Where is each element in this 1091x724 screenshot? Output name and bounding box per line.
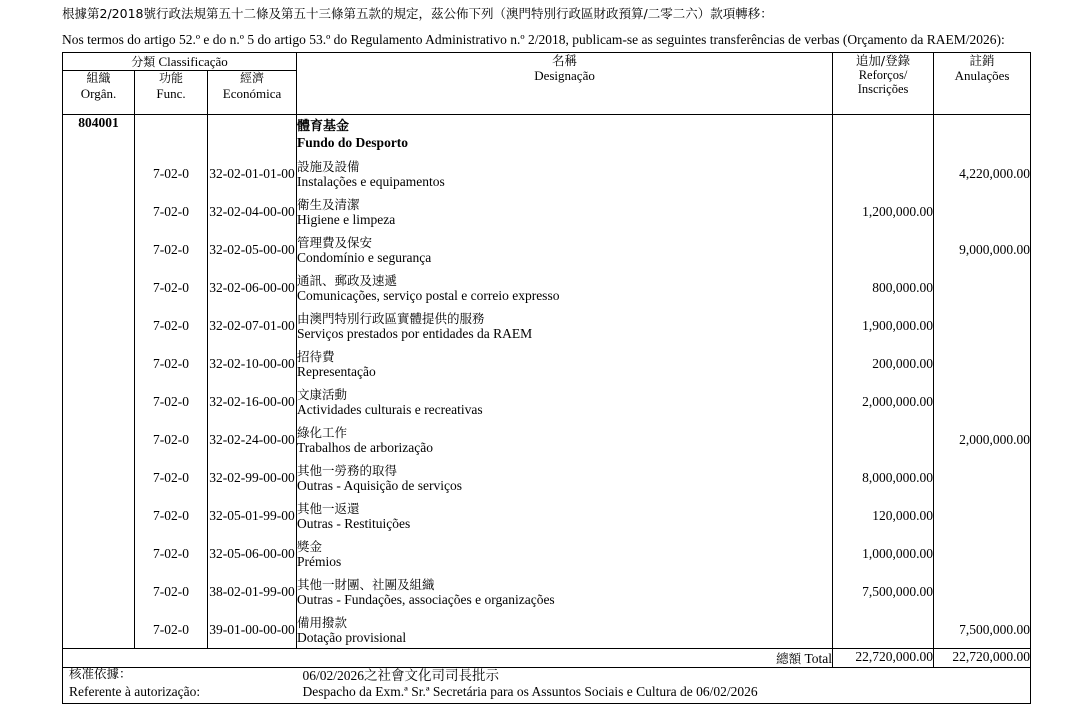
row-func: 7-02-0 — [135, 192, 208, 230]
row-designation-cn: 由澳門特別行政區實體提供的服務 — [297, 311, 485, 326]
header-reinforcements — [833, 53, 934, 115]
table-row — [63, 268, 1031, 306]
row-designation-pt: Prémios — [297, 554, 342, 569]
row-org-blank — [63, 268, 135, 306]
authorization-label-cn: 核准依據： — [63, 661, 297, 684]
row-reinforcement — [833, 230, 934, 268]
row-annulment — [934, 496, 1031, 534]
header-functional — [135, 71, 208, 115]
row-org-blank — [63, 154, 135, 192]
row-designation — [297, 420, 833, 458]
fund-func-blank — [135, 115, 208, 155]
row-designation-pt: Actividades culturais e recreativas — [297, 402, 483, 417]
row-designation-pt: Outras - Fundações, associações e organizações — [297, 592, 555, 607]
row-designation-pt: Higiene e limpeza — [297, 212, 396, 227]
table-row — [63, 610, 1031, 648]
row-designation-pt: Outras - Aquisição de serviços — [297, 478, 462, 493]
intro-line-portuguese: Nos termos do artigo 52.º e do n.º 5 do artigo 53.º do Regulamento Administrativo n.º 2/2018, publicam-se as seguintes transferências de verbas (Orçamento da RAEM/2026): — [62, 32, 1005, 47]
total-annulments: 22,720,000.00 — [934, 648, 1031, 667]
row-designation-cn: 管理費及保安 — [297, 235, 373, 250]
row-org-blank — [63, 420, 135, 458]
row-func: 7-02-0 — [135, 572, 208, 610]
row-org-blank — [63, 192, 135, 230]
row-func: 7-02-0 — [135, 230, 208, 268]
row-designation — [297, 344, 833, 382]
table-row — [63, 344, 1031, 382]
table-row — [63, 496, 1031, 534]
row-reinforcement — [833, 154, 934, 192]
header-functional-pt: Func. — [156, 86, 186, 101]
row-designation-pt: Comunicações, serviço postal e correio expresso — [297, 288, 560, 303]
authorization-value-pt: Despacho da Exm.ª Sr.ª Secretária para os Assuntos Sociais e Cultura de 06/02/2026 — [297, 684, 1031, 704]
row-designation — [297, 534, 833, 572]
total-label-pt: Total — [804, 650, 833, 666]
row-annulment — [934, 458, 1031, 496]
row-annulment — [934, 382, 1031, 420]
table-row — [63, 534, 1031, 572]
table-row — [63, 230, 1031, 268]
row-annulment — [934, 268, 1031, 306]
header-classification-cn: 分類 — [131, 55, 156, 69]
row-reinforcement — [833, 610, 934, 648]
row-reinforcement: 1,000,000.00 — [833, 534, 934, 572]
header-designation — [297, 53, 833, 115]
header-organic-pt: Orgân. — [80, 86, 117, 101]
row-annulment — [934, 306, 1031, 344]
fund-reinforce-blank — [833, 115, 934, 155]
total-reinforcements: 22,720,000.00 — [833, 648, 934, 667]
header-classification — [63, 53, 297, 71]
row-designation — [297, 306, 833, 344]
row-designation — [297, 382, 833, 420]
row-func: 7-02-0 — [135, 268, 208, 306]
header-economic-pt: Económica — [222, 86, 282, 101]
table-row — [63, 572, 1031, 610]
header-classification-pt: Classificação — [158, 54, 228, 69]
row-econ: 32-02-06-00-00 — [208, 268, 297, 306]
row-econ: 32-02-16-00-00 — [208, 382, 297, 420]
authorization-value-cn: 06/02/2026之社會文化司司長批示 — [297, 661, 1031, 684]
header-organic-cn: 組織 — [86, 71, 111, 85]
fund-econ-blank — [208, 115, 297, 155]
row-reinforcement — [833, 420, 934, 458]
fund-annul-blank — [934, 115, 1031, 155]
row-func: 7-02-0 — [135, 154, 208, 192]
header-designation-cn: 名稱 — [552, 53, 578, 68]
row-reinforcement: 2,000,000.00 — [833, 382, 934, 420]
row-econ: 32-05-06-00-00 — [208, 534, 297, 572]
row-annulment: 7,500,000.00 — [934, 610, 1031, 648]
header-organic — [63, 71, 135, 115]
row-econ: 32-02-05-00-00 — [208, 230, 297, 268]
row-func: 7-02-0 — [135, 610, 208, 648]
total-label-cn: 總額 — [776, 650, 802, 666]
row-designation — [297, 230, 833, 268]
table-row — [63, 458, 1031, 496]
row-designation-cn: 其他一返還 — [297, 501, 360, 516]
row-econ: 32-02-10-00-00 — [208, 344, 297, 382]
header-annulments-pt: Anulações — [954, 68, 1010, 83]
row-designation — [297, 192, 833, 230]
header-functional-cn: 功能 — [158, 71, 183, 85]
row-annulment: 2,000,000.00 — [934, 420, 1031, 458]
row-designation-cn: 文康活動 — [297, 387, 348, 402]
row-designation-pt: Representação — [297, 364, 376, 379]
row-econ: 38-02-01-99-00 — [208, 572, 297, 610]
row-org-blank — [63, 230, 135, 268]
row-econ: 32-02-01-01-00 — [208, 154, 297, 192]
row-org-blank — [63, 458, 135, 496]
row-econ: 32-02-99-00-00 — [208, 458, 297, 496]
header-reinforcements-cn: 追加/登錄 — [855, 53, 911, 68]
row-econ: 32-02-07-01-00 — [208, 306, 297, 344]
row-designation — [297, 610, 833, 648]
row-reinforcement: 800,000.00 — [833, 268, 934, 306]
row-reinforcement: 1,900,000.00 — [833, 306, 934, 344]
header-economic-cn: 經濟 — [240, 71, 265, 85]
row-designation-cn: 設施及設備 — [297, 159, 360, 174]
row-reinforcement: 120,000.00 — [833, 496, 934, 534]
row-designation-pt: Condomínio e segurança — [297, 250, 432, 265]
table-row — [63, 420, 1031, 458]
row-designation — [297, 154, 833, 192]
row-annulment — [934, 534, 1031, 572]
fund-name-pt: Fundo do Desporto — [297, 135, 409, 150]
fund-header-row — [63, 115, 1031, 155]
row-org-blank — [63, 534, 135, 572]
row-func: 7-02-0 — [135, 458, 208, 496]
row-designation-cn: 招待費 — [297, 349, 335, 364]
header-designation-pt: Designação — [534, 68, 595, 83]
row-designation — [297, 496, 833, 534]
row-econ: 32-02-04-00-00 — [208, 192, 297, 230]
authorization-footer — [62, 661, 1031, 704]
row-designation — [297, 458, 833, 496]
row-designation-cn: 通訊、郵政及速遞 — [297, 273, 398, 288]
fund-code: 804001 — [63, 115, 135, 155]
table-row — [63, 154, 1031, 192]
header-economic — [208, 71, 297, 115]
row-org-blank — [63, 306, 135, 344]
row-annulment — [934, 344, 1031, 382]
row-reinforcement: 200,000.00 — [833, 344, 934, 382]
row-annulment — [934, 572, 1031, 610]
row-econ: 32-02-24-00-00 — [208, 420, 297, 458]
budget-transfer-table — [62, 52, 1031, 668]
header-annulments-cn: 註銷 — [969, 53, 995, 68]
row-func: 7-02-0 — [135, 534, 208, 572]
table-row — [63, 306, 1031, 344]
row-designation-cn: 綠化工作 — [297, 425, 348, 440]
row-reinforcement: 7,500,000.00 — [833, 572, 934, 610]
row-annulment: 4,220,000.00 — [934, 154, 1031, 192]
row-designation — [297, 572, 833, 610]
table-row — [63, 192, 1031, 230]
header-inscriptions-pt: Inscrições — [857, 82, 909, 96]
row-designation-cn: 其他一勞務的取得 — [297, 463, 398, 478]
row-reinforcement: 8,000,000.00 — [833, 458, 934, 496]
fund-name — [297, 115, 833, 155]
row-designation-cn: 衛生及清潔 — [297, 197, 360, 212]
row-org-blank — [63, 496, 135, 534]
row-func: 7-02-0 — [135, 496, 208, 534]
row-org-blank — [63, 382, 135, 420]
header-reinforcements-pt: Reforços/ — [858, 68, 908, 82]
row-org-blank — [63, 344, 135, 382]
table-header — [63, 53, 1031, 115]
row-org-blank — [63, 610, 135, 648]
row-designation-pt: Instalações e equipamentos — [297, 174, 445, 189]
row-designation-pt: Dotação provisional — [297, 630, 407, 645]
row-func: 7-02-0 — [135, 306, 208, 344]
row-designation-pt: Outras - Restituições — [297, 516, 411, 531]
table-row — [63, 382, 1031, 420]
row-designation-cn: 備用撥款 — [297, 615, 348, 630]
row-designation-pt: Serviços prestados por entidades da RAEM — [297, 326, 533, 341]
row-econ: 32-05-01-99-00 — [208, 496, 297, 534]
row-func: 7-02-0 — [135, 344, 208, 382]
row-func: 7-02-0 — [135, 420, 208, 458]
row-annulment — [934, 192, 1031, 230]
row-designation — [297, 268, 833, 306]
row-designation-pt: Trabalhos de arborização — [297, 440, 433, 455]
row-org-blank — [63, 572, 135, 610]
row-designation-cn: 其他一財團、社團及組織 — [297, 577, 435, 592]
intro-line-chinese: 根據第2/2018號行政法規第五十二條及第五十三條第五款的規定，茲公佈下列（澳門特別行政區財政預算/二零二六）款項轉移： — [62, 6, 773, 21]
fund-name-cn: 體育基金 — [297, 119, 350, 134]
authorization-label-pt: Referente à autorização: — [63, 684, 297, 704]
row-econ: 39-01-00-00-00 — [208, 610, 297, 648]
header-annulments — [934, 53, 1031, 115]
row-annulment: 9,000,000.00 — [934, 230, 1031, 268]
table-body — [63, 115, 1031, 668]
row-reinforcement: 1,200,000.00 — [833, 192, 934, 230]
row-func: 7-02-0 — [135, 382, 208, 420]
row-designation-cn: 獎金 — [297, 539, 323, 554]
intro-block — [62, 0, 1042, 48]
